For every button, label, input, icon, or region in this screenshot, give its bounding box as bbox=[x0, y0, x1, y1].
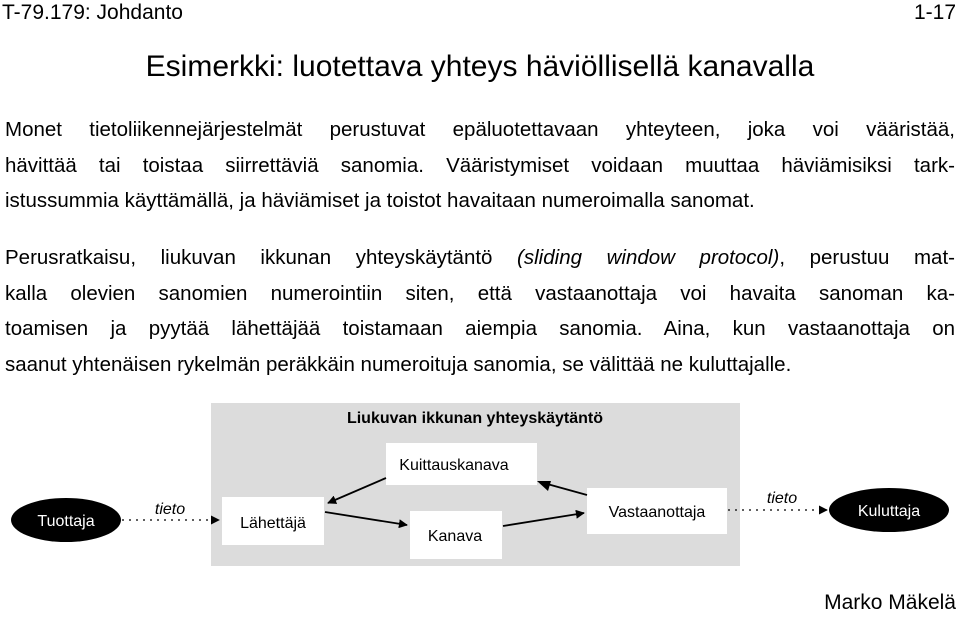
consumer-label: Kuluttaja bbox=[857, 503, 921, 520]
author-name: Marko Mäkelä bbox=[824, 591, 956, 614]
paragraph-line bbox=[5, 240, 955, 276]
sender-label: Lähettäjä bbox=[240, 515, 306, 532]
paragraph-line: toamisen ja pyytää lähettäjää toistamaan aiempia sanomia. Aina, kun vastaanottaja on bbox=[5, 317, 955, 340]
slide-title: Esimerkki: luotettava yhteys häviöllisellä kanavalla bbox=[145, 50, 815, 83]
course-title: T-79.179: Johdanto bbox=[2, 1, 183, 24]
text-run: , perustuu mat- bbox=[779, 246, 955, 269]
paragraph-line: saanut yhtenäisen rykelmän peräkkäin numeroituja sanomia, se välittää ne kuluttajalle. bbox=[5, 352, 792, 376]
page-number: 1-17 bbox=[913, 1, 956, 24]
producer-label: Tuottaja bbox=[37, 513, 95, 530]
text-run: Perusratkaisu, liukuvan ikkunan yhteyskäytäntö bbox=[5, 246, 518, 269]
data-label-left: tieto bbox=[154, 501, 186, 518]
sliding-window-diagram bbox=[0, 400, 960, 580]
paragraph-unreliable-channels bbox=[5, 112, 955, 219]
paragraph-line: Monet tietoliikennejärjestelmät perustuvat epäluotettavaan yhteyteen, joka voi vääristää, bbox=[5, 118, 955, 141]
paragraph-sliding-window bbox=[5, 240, 955, 382]
channel-label: Kanava bbox=[427, 528, 483, 545]
paragraph-line: istussummia käyttämällä, ja häviämiset ja toistot havaitaan numeroimalla sanomat. bbox=[5, 189, 755, 212]
ack-channel-label: Kuittauskanava bbox=[399, 457, 509, 474]
data-label-right: tieto bbox=[766, 490, 798, 507]
paragraph-line: kalla olevien sanomien numerointiin siten, että vastaanottaja voi havaita sanoman ka- bbox=[5, 281, 955, 305]
paragraph-line: hävittää tai toistaa siirrettäviä sanomia. Vääristymiset voidaan muuttaa häviämisiksi tark- bbox=[5, 153, 955, 177]
protocol-name-italic: (sliding window protocol) bbox=[517, 246, 780, 269]
diagram-title: Liukuvan ikkunan yhteyskäytäntö bbox=[346, 410, 604, 427]
receiver-label: Vastaanottaja bbox=[608, 504, 706, 521]
